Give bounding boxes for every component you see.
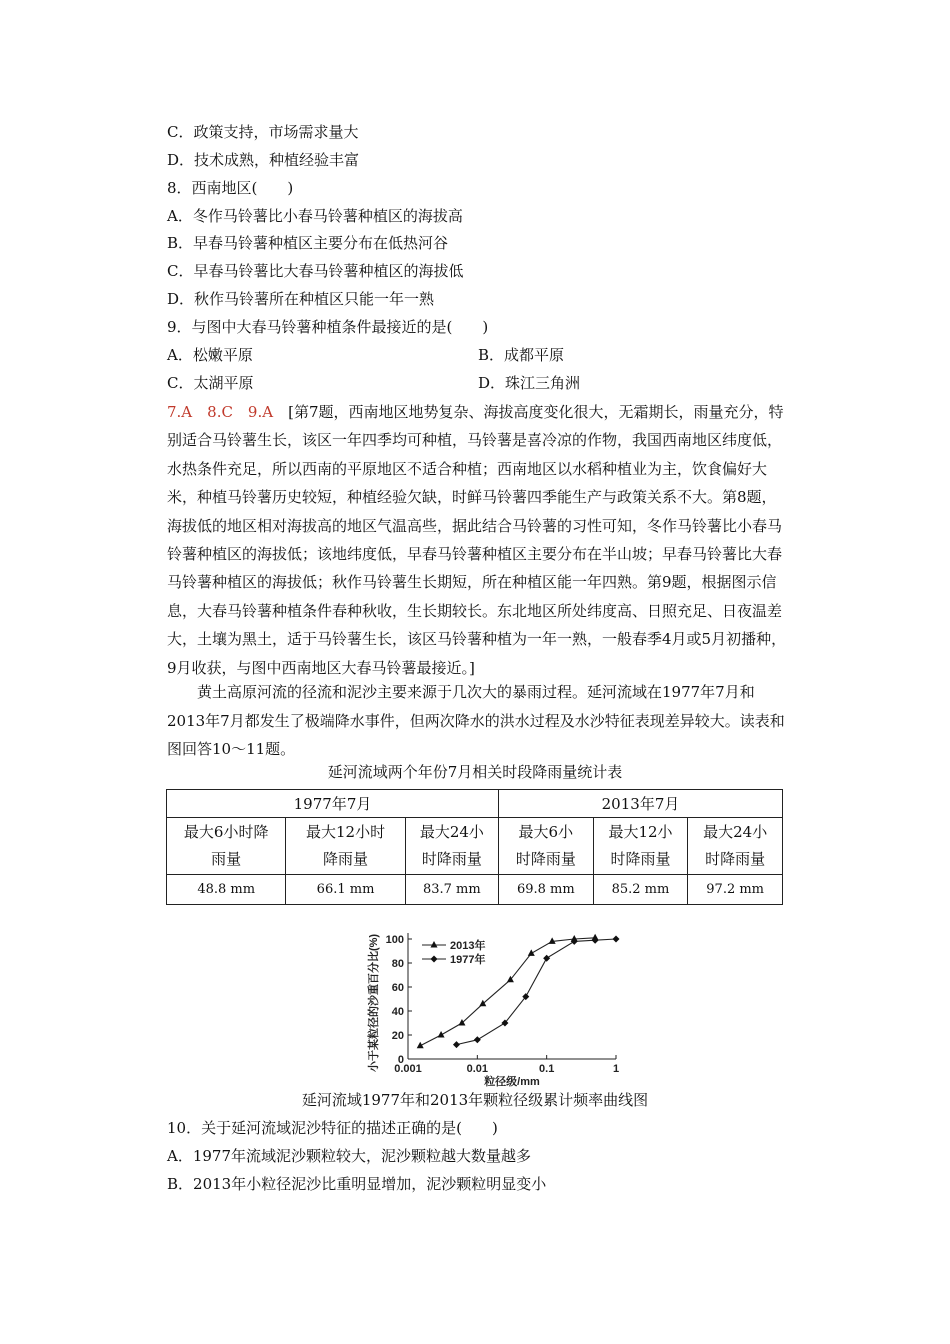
question-intro: 黄土高原河流的径流和泥沙主要来源于几次大的暴雨过程。延河流域在1977年7月和2013年7月都发生了极端降水事件，但两次降水的洪水过程及水沙特征表现差异较大。读表和图回答10～11题。 [167, 683, 785, 758]
q10-option-b: B．2013年小粒径泥沙比重明显增加，泥沙颗粒明显变小 [167, 1175, 547, 1193]
data-point-diamond [474, 1036, 481, 1043]
chart-axes [366, 933, 619, 1088]
legend-label: 1977年 [450, 954, 486, 966]
q9-option-d: D．珠江三角洲 [478, 374, 581, 392]
table-year-2013: 2013年7月 [499, 790, 783, 818]
data-point-diamond [543, 955, 550, 962]
q9-option-a: A．松嫩平原 [167, 346, 253, 364]
x-tick-label: 0.1 [539, 1063, 555, 1075]
data-point-diamond [431, 956, 438, 963]
table-header-cell: 最大12小时 降雨量 [286, 818, 405, 875]
y-tick-label: 0 [397, 1054, 404, 1066]
q9-option-b: B．成都平原 [478, 346, 565, 364]
rainfall-table [166, 789, 783, 905]
q8-option-a: A．冬作马铃薯比小春马铃薯种植区的海拔高 [167, 207, 463, 225]
table-header-cell: 最大12小 时降雨量 [593, 818, 688, 875]
table-header-cell: 最大24小 时降雨量 [688, 818, 783, 875]
table-header-cell: 最大6小时降 雨量 [167, 818, 286, 875]
table-year-1977: 1977年7月 [167, 790, 499, 818]
table-header-cell: 最大6小 时降雨量 [499, 818, 594, 875]
q10-option-a: A．1977年流域泥沙颗粒较大，泥沙颗粒越大数量越多 [167, 1147, 532, 1165]
q9-option-c: C．太湖平原 [167, 374, 254, 392]
y-tick-label: 100 [385, 934, 404, 946]
x-tick-label: 0.001 [394, 1063, 422, 1075]
q8-option-b: B．早春马铃薯种植区主要分布在低热河谷 [167, 234, 449, 252]
y-tick-label: 80 [391, 958, 404, 970]
chart-legend [422, 938, 485, 966]
x-axis-label: 粒径级/mm [484, 1076, 540, 1088]
table-title: 延河流域两个年份7月相关时段降雨量统计表 [327, 763, 623, 781]
particle-size-chart [360, 906, 630, 1088]
table-value-cell: 97.2 mm [688, 875, 783, 905]
q9-stem: 9．与图中大春马铃薯种植条件最接近的是( ) [167, 318, 489, 336]
q7-option-c: C．政策支持，市场需求量大 [167, 123, 359, 141]
q8-option-d: D．秋作马铃薯所在种植区只能一年一熟 [167, 290, 435, 308]
data-point-triangle [438, 1031, 445, 1038]
table-value-cell: 85.2 mm [593, 875, 688, 905]
y-tick-label: 20 [391, 1030, 404, 1042]
q10-stem: 10．关于延河流域泥沙特征的描述正确的是( ) [167, 1119, 498, 1137]
table-value-cell: 83.7 mm [405, 875, 498, 905]
data-point-diamond [453, 1041, 460, 1048]
table-value-cell: 48.8 mm [167, 875, 286, 905]
table-value-cell: 69.8 mm [499, 875, 594, 905]
answer-explanation: [第7题，西南地区地势复杂、海拔高度变化很大，无霜期长，雨量充分，特别适合马铃薯生长，该区一年四季均可种植，马铃薯是喜冷凉的作物，我国西南地区纬度低，水热条件充足，所以西南的平原地区不适合种植；西南地区以水稻种植业为主，饮食偏好大米，种植马铃薯历史较短，种植经验欠缺，时鲜马铃薯四季能生产与政策关系不大。第8题，海拔低的地区相对海拔高的地区气温高些，据此结合马铃薯的习性可知，冬作马铃薯比小春马铃薯种植区的海拔低；该地纬度低，早春马铃薯种植区主要分布在半山坡；早春马铃薯比大春马铃薯种植区的海拔低；秋作马铃薯生长期短，所在种植区能一年四熟。第9题，根据图示信息，大春马铃薯种植条件春种秋收，生长期较长。东北地区所处纬度高、日照充足、日夜温差大，土壤为黑土，适于马铃薯生长，该区马铃薯种植为一年一熟，一般春季4月或5月初播种，9月收获，与图中西南地区大春马铃薯最接近。] [167, 403, 787, 677]
x-tick-label: 1 [612, 1063, 620, 1075]
answer-explanation-block [167, 398, 787, 682]
answer-keys: 7.A 8.C 9.A [167, 403, 274, 421]
chart-title: 延河流域1977年和2013年颗粒径级累计频率曲线图 [301, 1091, 649, 1109]
data-point-diamond [613, 936, 620, 943]
q8-stem: 8．西南地区( ) [167, 179, 294, 197]
q8-option-c: C．早春马铃薯比大春马铃薯种植区的海拔低 [167, 262, 464, 280]
data-point-triangle [479, 1000, 486, 1007]
series-2013-line [420, 938, 595, 1046]
data-point-triangle [528, 949, 535, 956]
chart-series [417, 934, 620, 1049]
data-point-triangle [458, 1019, 465, 1026]
data-point-triangle [431, 941, 438, 948]
table-value-cell: 66.1 mm [286, 875, 405, 905]
q7-option-d: D．技术成熟，种植经验丰富 [167, 151, 360, 169]
y-tick-label: 40 [391, 1006, 404, 1018]
y-tick-label: 60 [391, 982, 404, 994]
table-header-cell: 最大24小 时降雨量 [405, 818, 498, 875]
x-tick-label: 0.01 [466, 1063, 489, 1075]
y-axis-label: 小于某粒径的沙重百分比(%) [368, 933, 380, 1073]
legend-label: 2013年 [450, 940, 486, 952]
